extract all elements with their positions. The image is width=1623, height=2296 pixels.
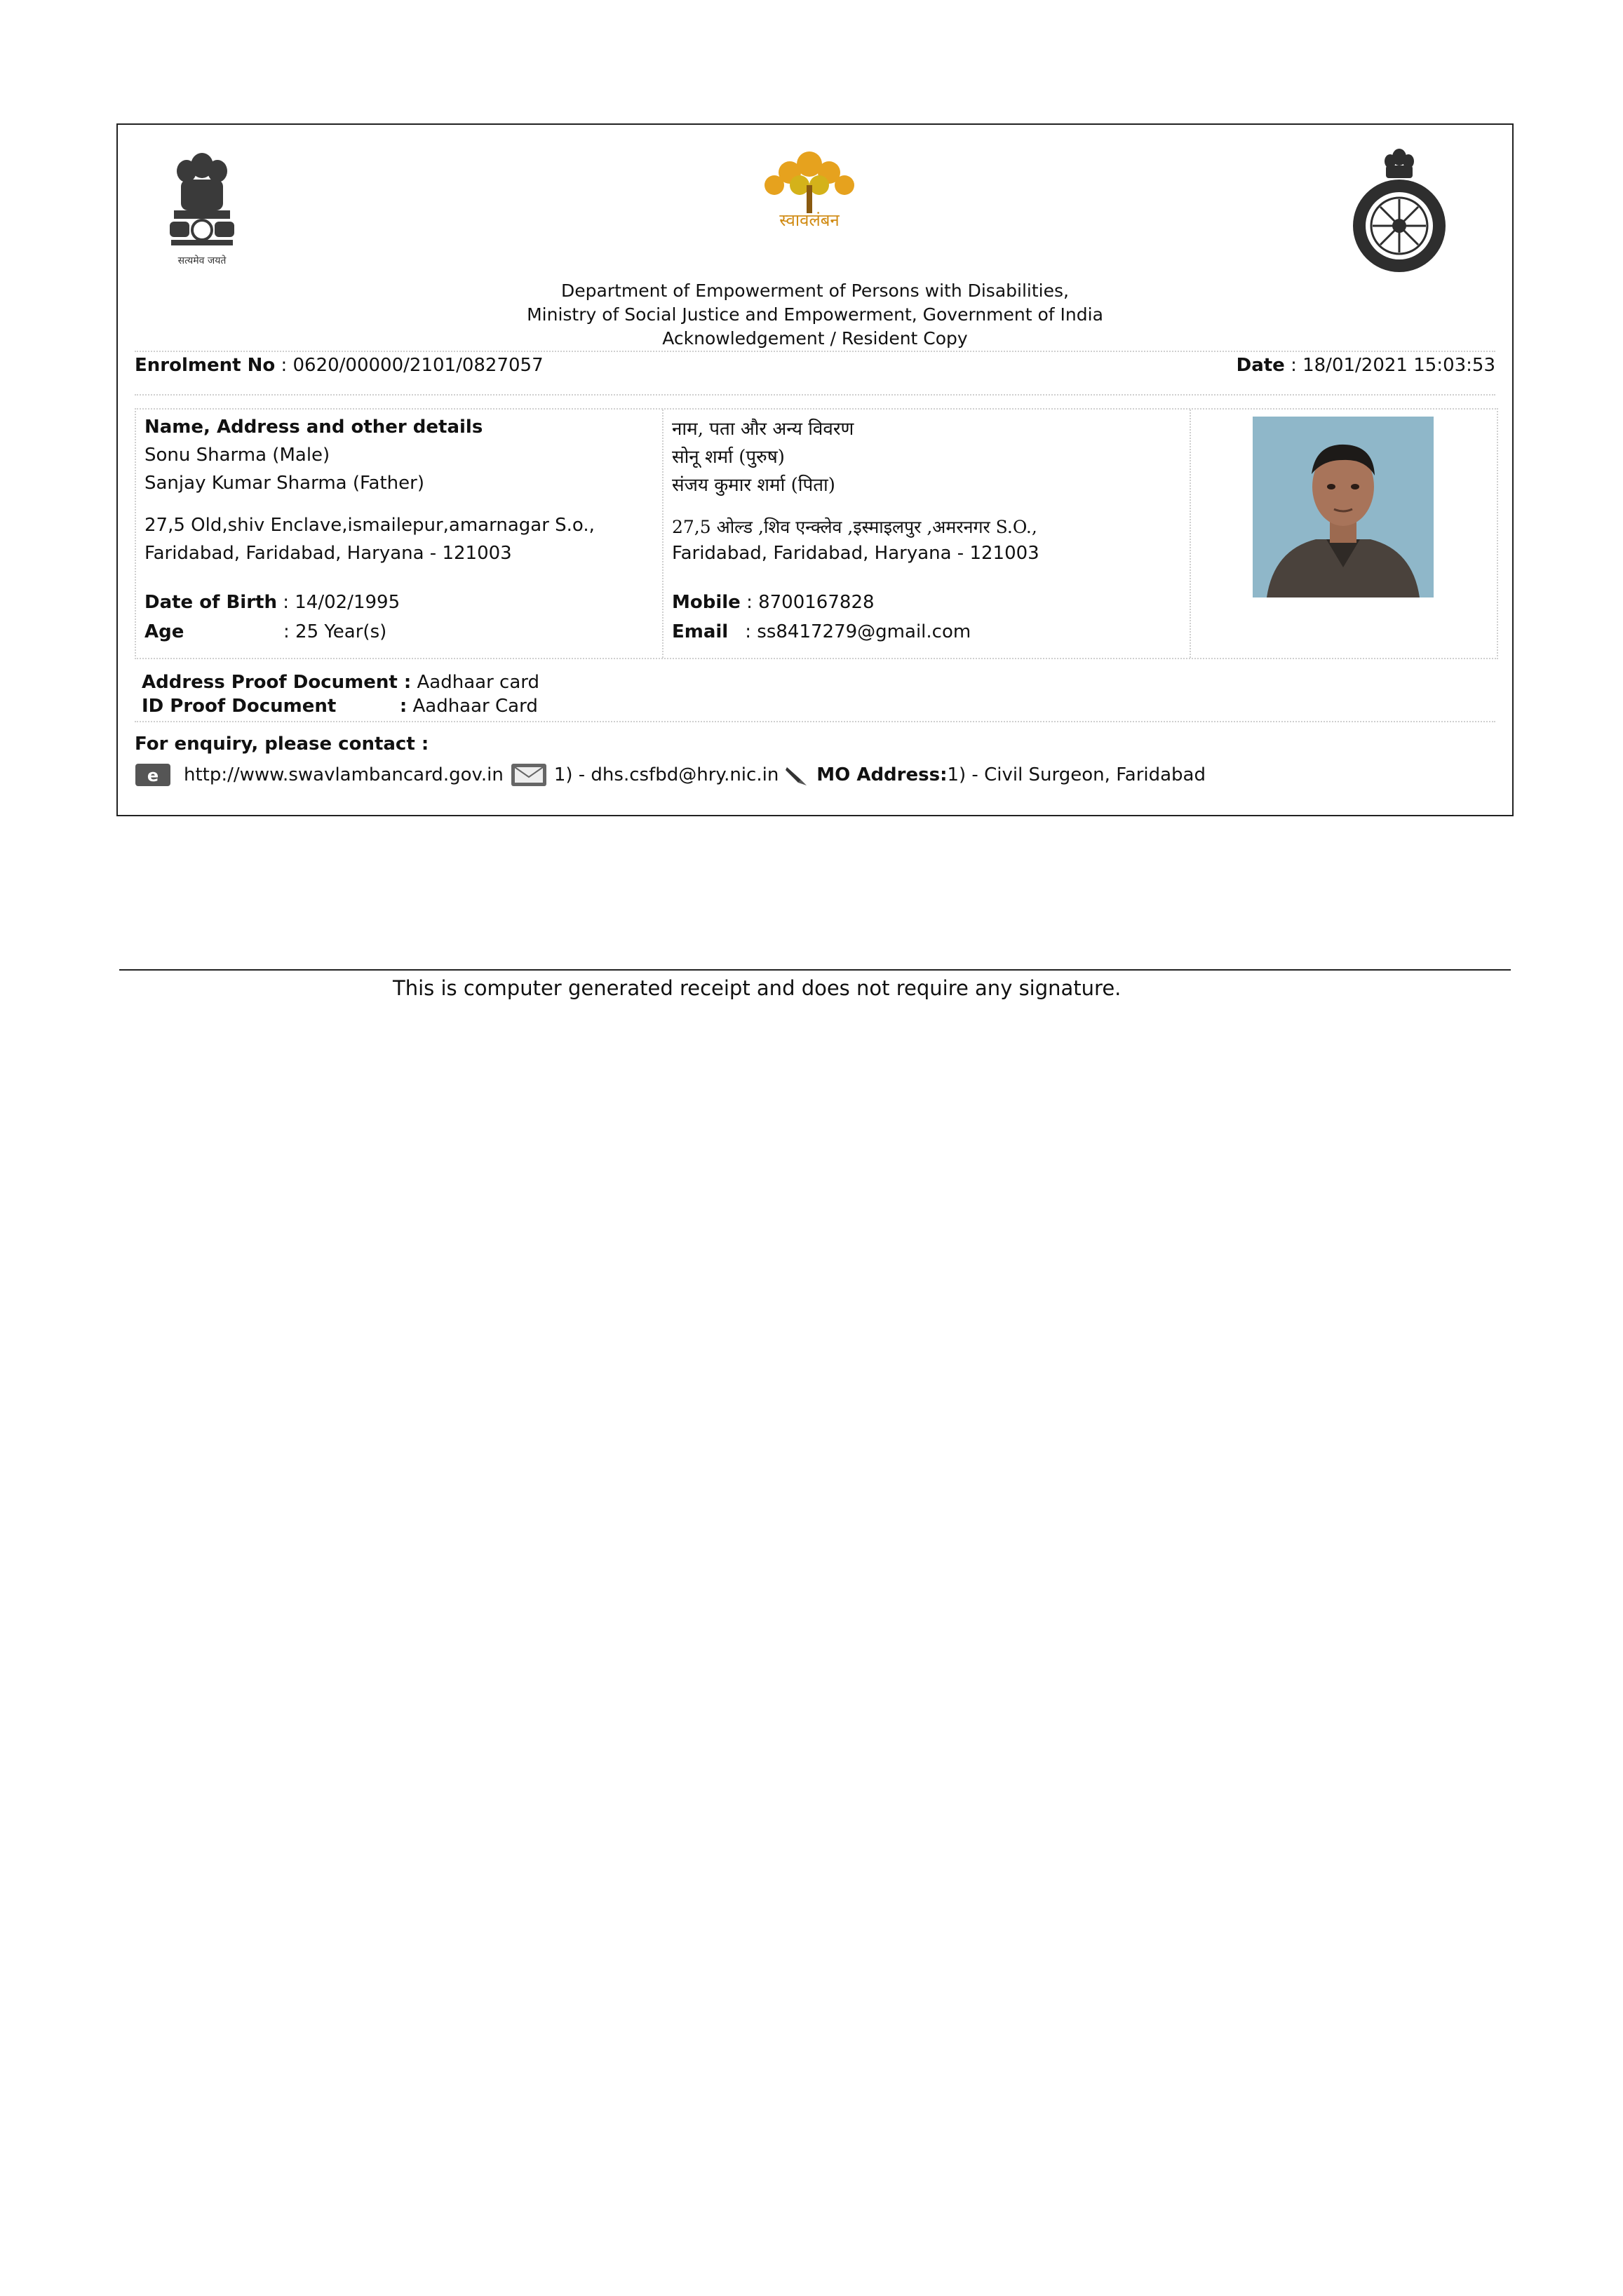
enrolment-label: Enrolment No [135,355,276,376]
department-name: Department of Empowerment of Persons with Disabilities, [561,281,1069,301]
details-heading-hindi: नाम, पता और अन्य विवरण [672,419,854,440]
id-proof-label: ID Proof Document : [142,696,408,717]
divider [135,721,1495,722]
applicant-photo [1253,417,1434,597]
details-heading: Name, Address and other details [144,417,483,438]
date-label: Date [1236,355,1285,376]
enrolment-number: : 0620/00000/2101/0827057 [275,355,544,376]
applicant-name: Sonu Sharma (Male) [144,445,330,466]
logo-text: स्वावलंबन [779,210,840,230]
divider [135,351,1495,352]
email-label: Email [672,621,729,642]
dob-value: : 14/02/1995 [276,592,400,613]
address-line-1-hindi: 27,5 ओल्ड ,शिव एन्क्लेव ,इस्माइलपुर ,अमरनगर S.O., [672,517,1037,537]
svg-text:e: e [147,766,159,785]
age-label: Age [144,621,184,642]
divider [135,394,1495,396]
dob-label: Date of Birth [144,592,277,613]
date-value: : 18/01/2021 15:03:53 [1284,355,1495,376]
mo-address-label: MO Address: [816,764,948,785]
details-hindi [664,410,1191,658]
photo-cell [1191,410,1497,658]
enquiry-title: For enquiry, please contact : [135,734,429,755]
haryana-seal-icon [1347,143,1452,276]
swavlamban-logo-icon [746,143,873,248]
details-english [136,410,664,658]
email-value: : ss8417279@gmail.com [739,621,971,642]
id-proof-value: Aadhaar Card [412,696,538,717]
father-name-hindi: संजय कुमार शर्मा (पिता) [672,475,835,496]
address-proof-value: Aadhaar card [417,672,539,693]
copy-type: Acknowledgement / Resident Copy [662,328,968,349]
contact-email[interactable]: 1) - dhs.csfbd@hry.nic.in [553,764,779,785]
header-text [118,279,1512,351]
emblem-motto: सत्यमेव जयते [177,255,227,266]
website-link[interactable]: http://www.swavlambancard.gov.in [184,764,504,785]
mail-icon [511,763,547,787]
mobile-value: : 8700167828 [740,592,875,613]
footer-note: This is computer generated receipt and does not require any signature. [393,976,1122,1000]
proof-documents [142,670,539,718]
mo-address-value: 1) - Civil Surgeon, Faridabad [947,764,1206,785]
father-name: Sanjay Kumar Sharma (Father) [144,473,424,494]
mobile-label: Mobile [672,592,741,613]
ministry-name: Ministry of Social Justice and Empowerment, Government of India [527,304,1103,325]
contact-row [135,763,1206,787]
address-line-2: Faridabad, Faridabad, Haryana - 121003 [144,543,512,564]
acknowledgement-receipt [116,123,1514,816]
enrolment-row [135,355,1495,376]
footer-divider [119,969,1511,971]
address-line-1: 27,5 Old,shiv Enclave,ismailepur,amarnagar S.o., [144,515,595,536]
address-line-2-hindi: Faridabad, Faridabad, Haryana - 121003 [672,543,1039,564]
details-table [135,408,1498,659]
address-proof-label: Address Proof Document : [142,672,412,693]
pen-icon [784,763,809,787]
national-emblem-icon [160,143,244,269]
age-value: : 25 Year(s) [283,621,387,642]
web-icon [135,763,171,787]
applicant-name-hindi: सोनू शर्मा (पुरुष) [672,447,785,468]
